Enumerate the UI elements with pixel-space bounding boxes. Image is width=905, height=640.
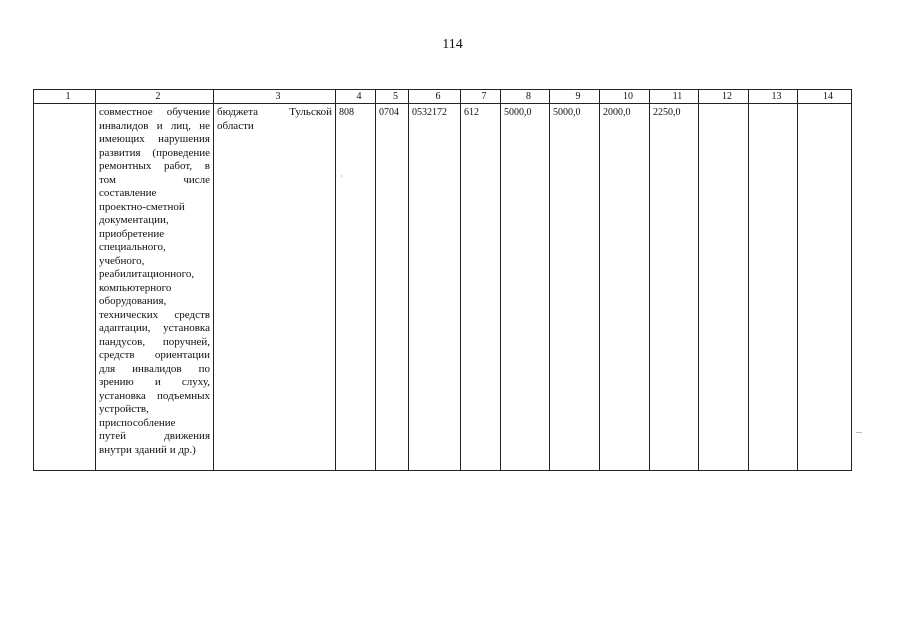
column-header: 9 — [550, 90, 600, 104]
description-line: имеющих нарушения — [99, 133, 210, 145]
description-line: средств ориентации — [99, 349, 210, 361]
budget-table — [33, 89, 852, 471]
row-number-cell — [34, 104, 96, 471]
description-line: компьютерного — [99, 281, 172, 294]
target-article-cell: 0532172 — [409, 104, 461, 471]
description-line: учебного, — [99, 254, 145, 267]
column-header: 1 — [34, 90, 96, 104]
amount-cell-14 — [798, 104, 852, 471]
amount-cell-8: 5000,0 — [501, 104, 550, 471]
description-line: внутри зданий и др.) — [99, 443, 196, 456]
ministry-code-cell: 808 — [336, 104, 376, 471]
column-header: 14 — [798, 90, 852, 104]
amount-cell-11: 2250,0 — [650, 104, 699, 471]
description-line: развития (проведение — [99, 146, 210, 159]
column-header: 10 — [600, 90, 650, 104]
amount-cell-9: 5000,0 — [550, 104, 600, 471]
description-line: приспособление — [99, 416, 176, 429]
column-header: 5 — [376, 90, 409, 104]
column-header: 3 — [214, 90, 336, 104]
amount-cell-12 — [699, 104, 749, 471]
description-line: инвалидов и лиц, не — [99, 119, 210, 132]
description-line: путей движения — [99, 430, 210, 442]
column-header: 6 — [409, 90, 461, 104]
funding-source-line: области — [217, 119, 254, 132]
description-line: том числе — [99, 173, 210, 186]
column-header: 11 — [650, 90, 699, 104]
description-line: устройств, — [99, 403, 149, 415]
scan-speck: · — [340, 172, 343, 181]
description-line: зрению и слуху, — [99, 376, 210, 388]
description-line: специального, — [99, 241, 166, 253]
description-line: документации, — [99, 214, 169, 226]
description-line: проектно-сметной — [99, 200, 185, 213]
expense-type-cell: 612 — [461, 104, 501, 471]
description-line: оборудования, — [99, 295, 167, 307]
column-header: 4 — [336, 90, 376, 104]
description-cell — [96, 104, 214, 471]
page-number: 114 — [442, 37, 463, 52]
funding-source-cell — [214, 104, 336, 471]
column-header: 2 — [96, 90, 214, 104]
description-line: реабилитационного, — [99, 268, 195, 280]
column-header: 7 — [461, 90, 501, 104]
description-line: приобретение — [99, 227, 165, 240]
description-line: ремонтных работ, в — [99, 160, 210, 172]
amount-cell-10: 2000,0 — [600, 104, 650, 471]
description-line: установка подъемных — [99, 389, 210, 402]
table-header-row — [34, 90, 852, 104]
column-header: 13 — [749, 90, 798, 104]
scan-edge-mark — [856, 432, 862, 433]
description-line: совместное обучение — [99, 106, 210, 118]
description-line: адаптации, установка — [99, 322, 210, 334]
section-code-cell: 0704 — [376, 104, 409, 471]
column-header: 12 — [699, 90, 749, 104]
description-line: технических средств — [99, 308, 210, 321]
description-line: составление — [99, 187, 157, 199]
table-row — [34, 104, 852, 471]
description-line: пандусов, поручней, — [99, 335, 210, 348]
funding-source-line: бюджета Тульской — [217, 106, 332, 118]
column-header: 8 — [501, 90, 550, 104]
description-line: для инвалидов по — [99, 362, 210, 375]
amount-cell-13 — [749, 104, 798, 471]
